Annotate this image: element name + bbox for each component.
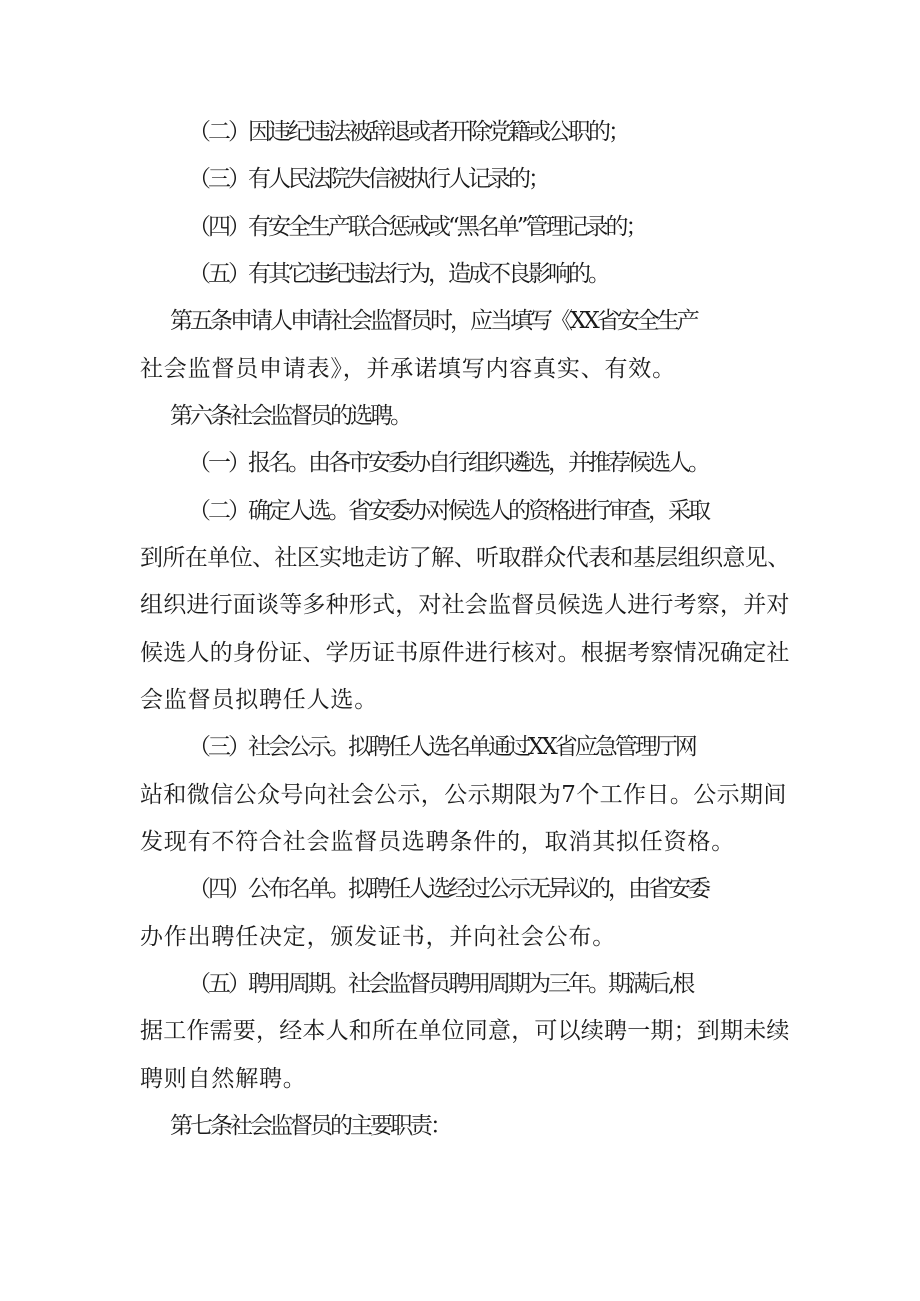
paragraph-line: （三）有人民法院失信被执行人记录的；	[188, 166, 548, 192]
paragraph-line: 第六条社会监督员的选聘。	[170, 403, 410, 429]
paragraph-line: 站和微信公众号向社会公示，公示期限为7个工作日。公示期间	[140, 782, 787, 808]
paragraph-line: 第五条申请人申请社会监督员时，应当填写《XX省安全生产	[170, 308, 697, 334]
paragraph-line: （五）聘用周期。社会监督员聘用周期为三年。期满后,根	[188, 971, 693, 997]
paragraph-line: 会监督员拟聘任人选。	[140, 687, 378, 713]
paragraph-line: （四）有安全生产联合惩戒或“黑名单”管理记录的；	[188, 214, 646, 240]
paragraph-line: 候选人的身份证、学历证书原件进行核对。根据考察情况确定社	[140, 640, 790, 666]
paragraph-line: 到所在单位、社区实地走访了解、听取群众代表和基层组织意见、	[140, 545, 790, 571]
paragraph-line: 第七条社会监督员的主要职责：	[170, 1113, 450, 1139]
paragraph-line: 组织进行面谈等多种形式，对社会监督员候选人进行考察，并对	[140, 592, 790, 618]
paragraph-line: 聘则自然解聘。	[140, 1066, 307, 1092]
paragraph-line: 社会监督员申请表》，并承诺填写内容真实、有效。	[140, 356, 676, 382]
paragraph-line: （三）社会公示。拟聘任人选名单通过XX省应急管理厅网	[188, 734, 695, 760]
paragraph-line: （二）因违纪违法被辞退或者开除党籍或公职的；	[188, 119, 628, 145]
paragraph-line: （一）报名。由各市安委办自行组织遴选，并推荐候选人。	[188, 450, 708, 476]
paragraph-line: 办作出聘任决定，颁发证书，并向社会公布。	[140, 924, 616, 950]
paragraph-line: （二）确定人选。省安委办对候选人的资格进行审查，采取	[188, 498, 708, 524]
paragraph-line: （五）有其它违纪违法行为，造成不良影响的。	[188, 261, 608, 287]
paragraph-line: 发现有不符合社会监督员选聘条件的，取消其拟任资格。	[140, 829, 735, 855]
paragraph-line: 据工作需要，经本人和所在单位同意，可以续聘一期；到期未续	[140, 1018, 790, 1044]
paragraph-line: （四）公布名单。拟聘任人选经过公示无异议的，由省安委	[188, 876, 708, 902]
